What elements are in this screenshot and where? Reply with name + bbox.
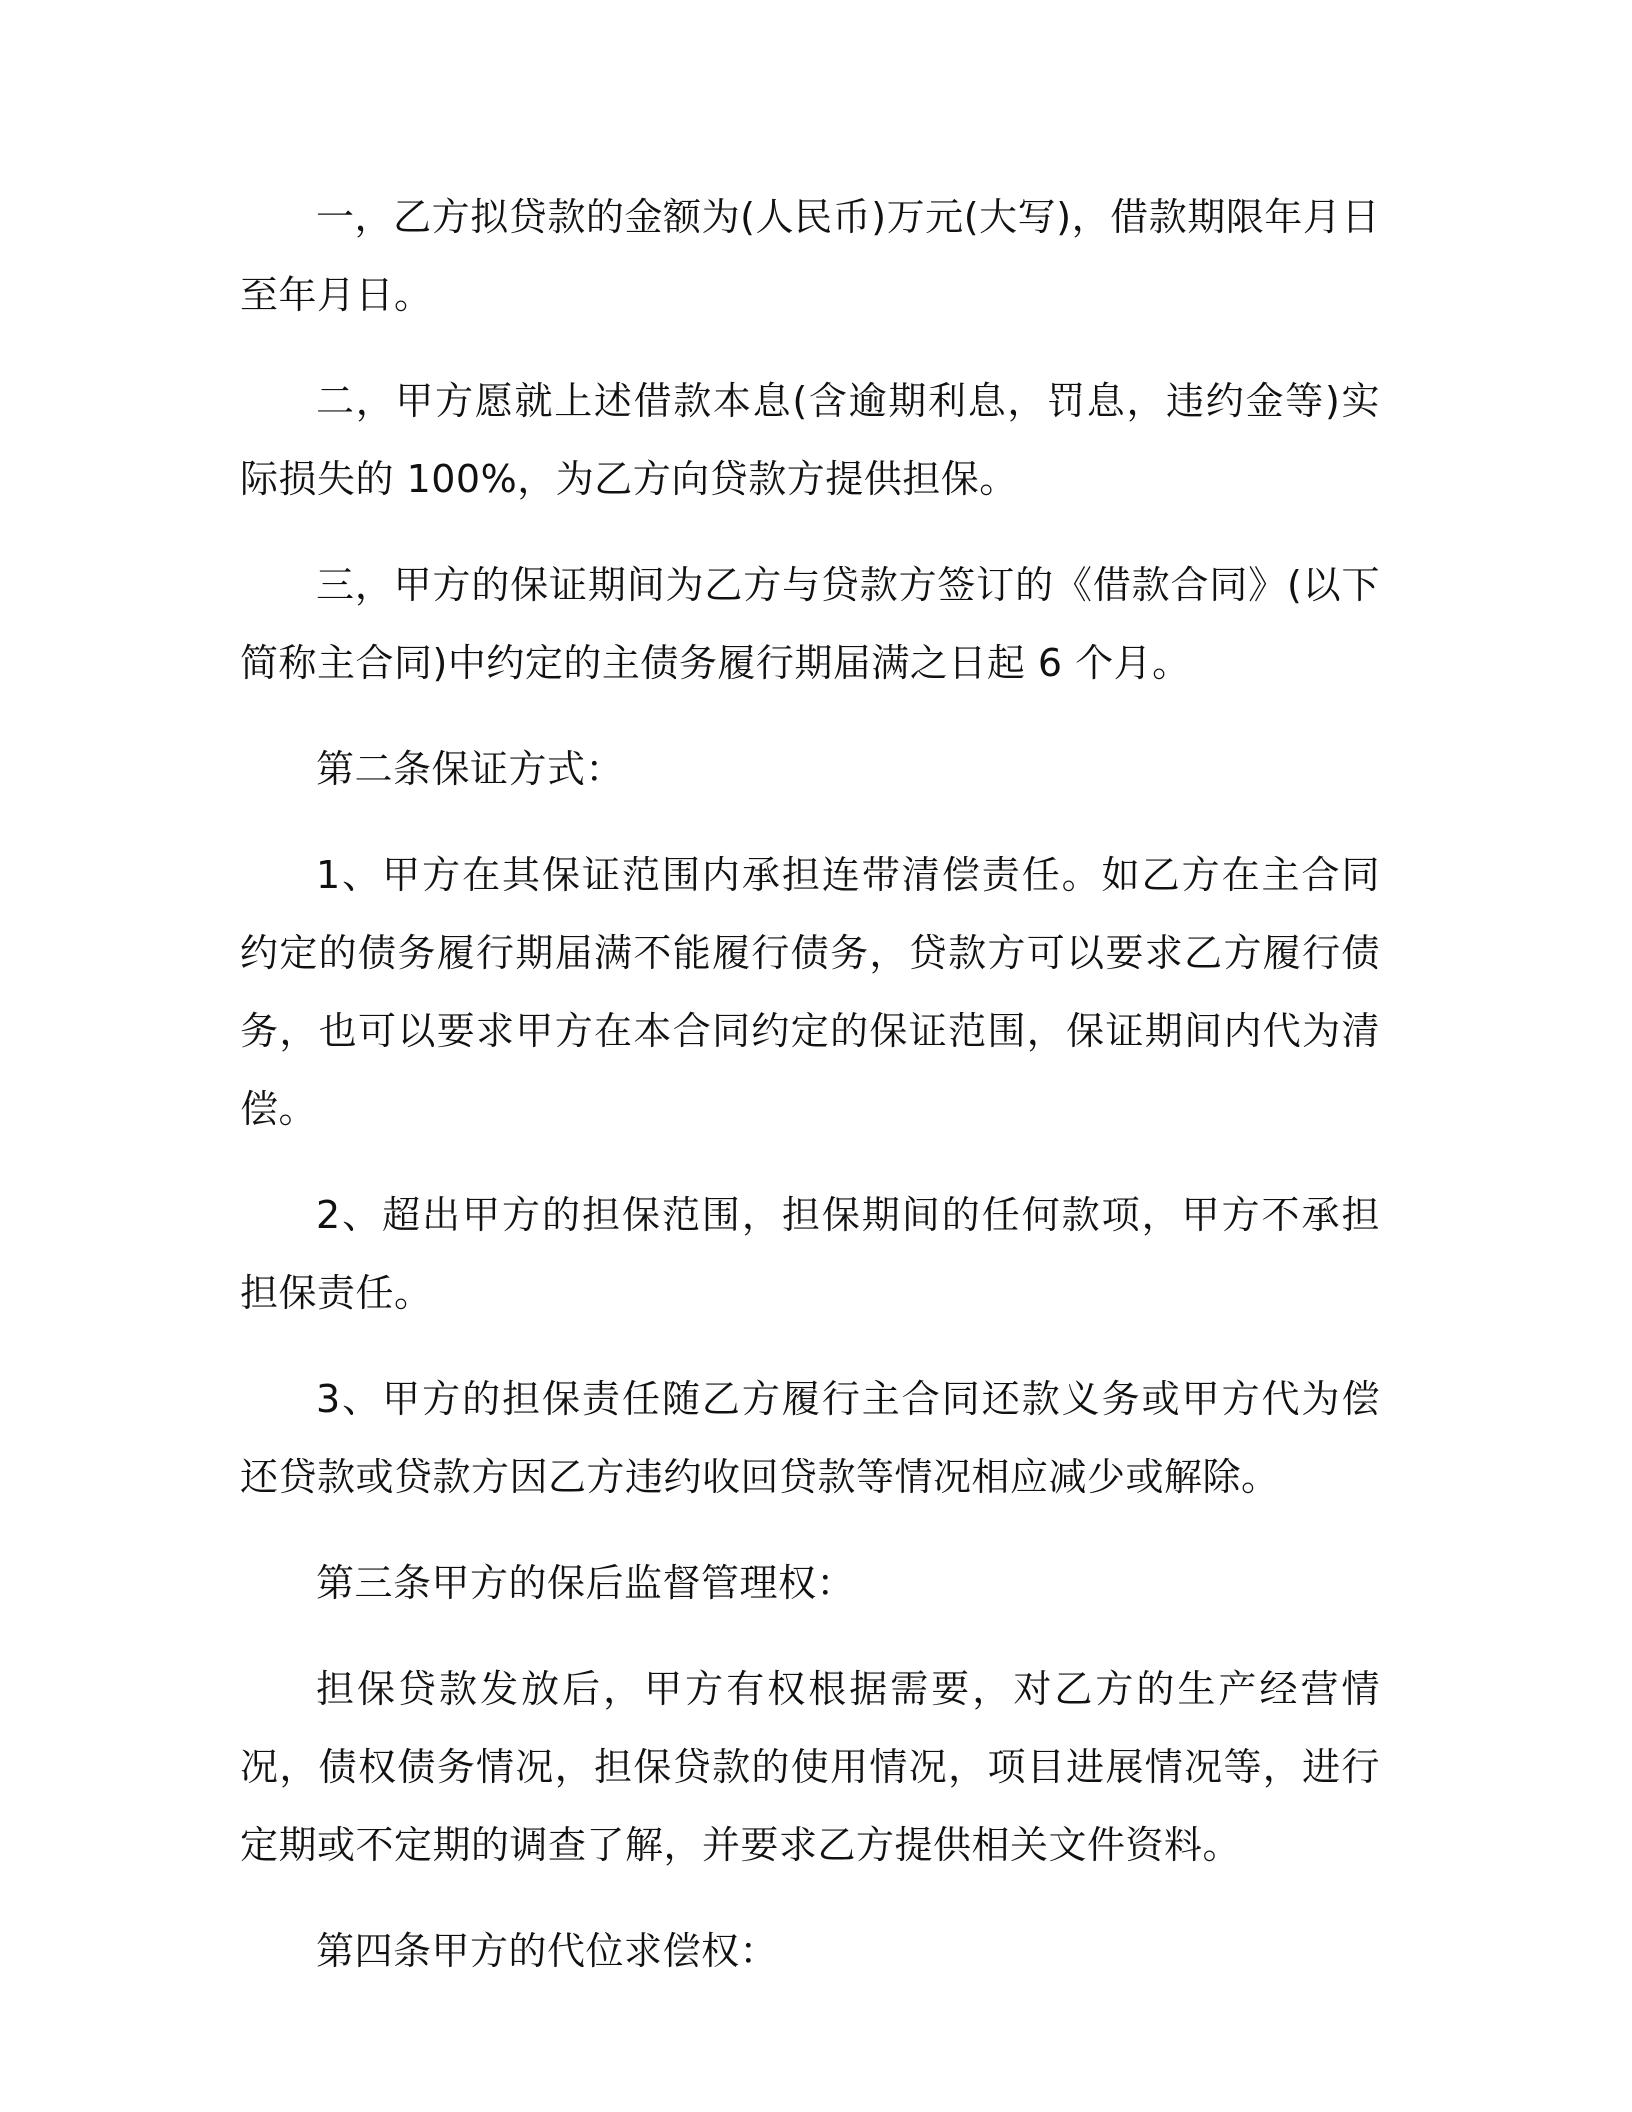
section-heading-supervision-right: 第三条甲方的保后监督管理权： <box>316 1561 856 1605</box>
paragraph-guarantee-period: 三，甲方的保证期间为乙方与贷款方签订的《借款合同》(以下简称主合同)中约定的主债务履行期届满之日起 6 个月。 <box>240 563 1380 685</box>
paragraph-beyond-scope: 2、超出甲方的担保范围，担保期间的任何款项，甲方不承担担保责任。 <box>240 1193 1380 1315</box>
paragraph-guarantee-scope: 二，甲方愿就上述借款本息(含逾期利息，罚息，违约金等)实际损失的 100%，为乙方向贷款方提供担保。 <box>240 379 1380 501</box>
paragraph-supervision-details: 担保贷款发放后，甲方有权根据需要，对乙方的生产经营情况，债权债务情况，担保贷款的使用情况，项目进展情况等，进行定期或不定期的调查了解，并要求乙方提供相关文件资料。 <box>240 1667 1380 1867</box>
paragraph-joint-liability: 1、甲方在其保证范围内承担连带清偿责任。如乙方在主合同约定的债务履行期届满不能履行债务，贷款方可以要求乙方履行债务，也可以要求甲方在本合同约定的保证范围，保证期间内代为清偿。 <box>240 853 1380 1131</box>
paragraph-loan-amount: 一，乙方拟贷款的金额为(人民币)万元(大写)，借款期限年月日至年月日。 <box>240 195 1380 317</box>
paragraph-liability-reduction: 3、甲方的担保责任随乙方履行主合同还款义务或甲方代为偿还贷款或贷款方因乙方违约收回贷款等情况相应减少或解除。 <box>240 1377 1380 1499</box>
document-body <box>240 178 1380 2018</box>
section-heading-guarantee-method: 第二条保证方式： <box>316 747 625 791</box>
section-heading-subrogation-right: 第四条甲方的代位求偿权： <box>316 1929 779 1973</box>
